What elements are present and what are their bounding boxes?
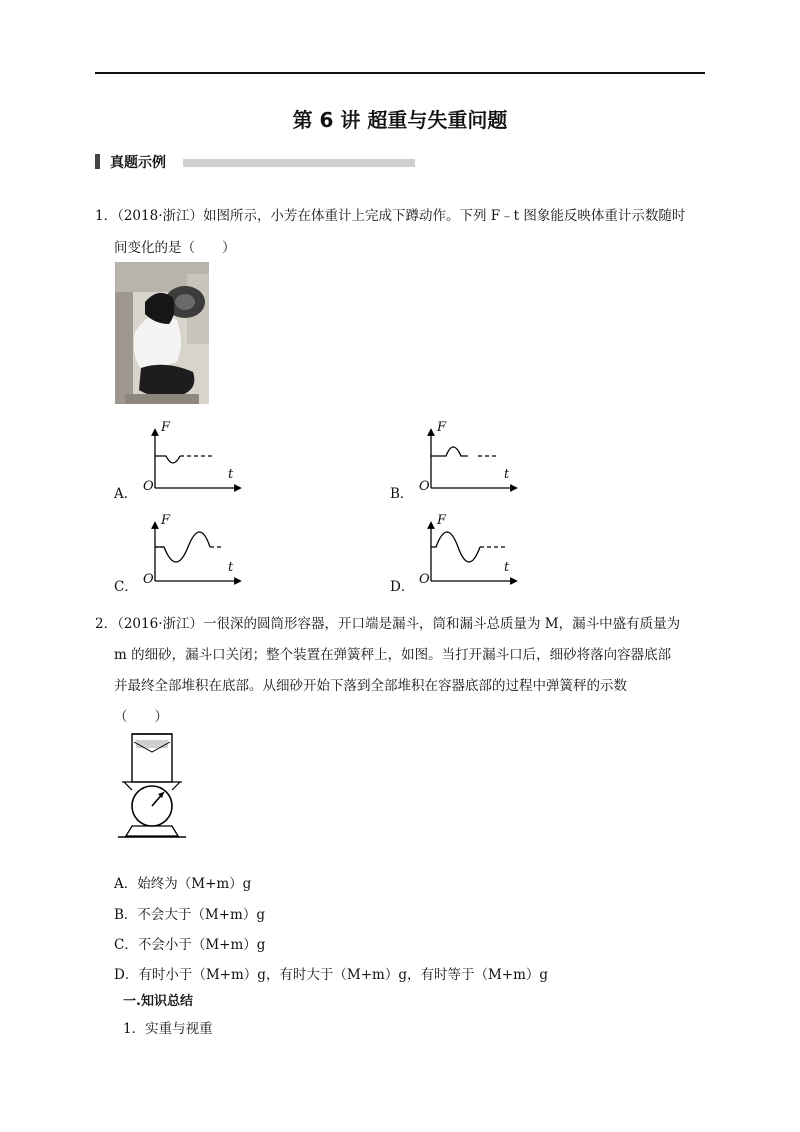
q1-graph-c-y-label: F — [161, 513, 171, 528]
q1-text-line2: 间变化的是（ ） — [114, 240, 236, 256]
q2-apparatus-diagram — [112, 732, 192, 842]
q1-graph-c-x-label: t — [228, 560, 234, 575]
q1-graph-c — [140, 517, 270, 599]
q1-graph-c-origin: O — [143, 572, 154, 587]
q1-graph-b-x-label: t — [504, 467, 510, 482]
section-heading: 真题示例 — [110, 155, 166, 171]
q1-graph-a-x-label: t — [228, 467, 234, 482]
q1-graph-a — [140, 424, 270, 506]
q1-graph-d-origin: O — [419, 572, 430, 587]
summary-heading: 一.知识总结 — [123, 994, 193, 1009]
page-title: 第 6 讲 超重与失重问题 — [292, 108, 508, 132]
q1-graph-b-origin: O — [419, 479, 430, 494]
q1-choice-a-label: A． — [114, 486, 138, 502]
q1-graph-b — [416, 424, 546, 506]
q2-text-line2: m 的细砂，漏斗口关闭；整个装置在弹簧秤上，如图。当打开漏斗口后，细砂将落向容器底部 — [114, 647, 672, 663]
q1-photo-person-squatting — [115, 262, 209, 404]
q1-text-line1: 1．（2018·浙江）如图所示，小芳在体重计上完成下蹲动作。下列 F﹣t 图象能反映体重计示数随时 — [95, 208, 686, 224]
q1-graph-d-y-label: F — [437, 513, 447, 528]
q2-text-line1: 2．（2016·浙江）一很深的圆筒形容器，开口端是漏斗，筒和漏斗总质量为 M，漏斗中盛有质量为 — [95, 616, 681, 632]
section-marker — [95, 154, 100, 169]
q1-graph-b-y-label: F — [437, 420, 447, 435]
q2-option-a: A．始终为（M+m）g — [114, 876, 252, 892]
section-bar — [183, 159, 415, 167]
q2-option-b: B．不会大于（M+m）g — [114, 907, 265, 923]
q2-text-line3: 并最终全部堆积在底部。从细砂开始下落到全部堆积在容器底部的过程中弹簧秤的示数 — [114, 678, 627, 694]
q2-option-c: C．不会小于（M+m）g — [114, 937, 266, 953]
q1-graph-d — [416, 517, 546, 599]
q1-choice-d-label: D． — [390, 579, 415, 595]
q1-graph-a-y-label: F — [161, 420, 171, 435]
q1-graph-a-origin: O — [143, 479, 154, 494]
summary-item-1: 1．实重与视重 — [123, 1021, 213, 1037]
q2-option-d: D．有时小于（M+m）g，有时大于（M+m）g，有时等于（M+m）g — [114, 967, 549, 983]
q1-choice-c-label: C． — [114, 579, 138, 595]
q1-choice-b-label: B． — [390, 486, 414, 502]
q2-text-line4: （ ） — [114, 709, 168, 725]
q1-graph-d-x-label: t — [504, 560, 510, 575]
header-rule — [95, 72, 705, 74]
